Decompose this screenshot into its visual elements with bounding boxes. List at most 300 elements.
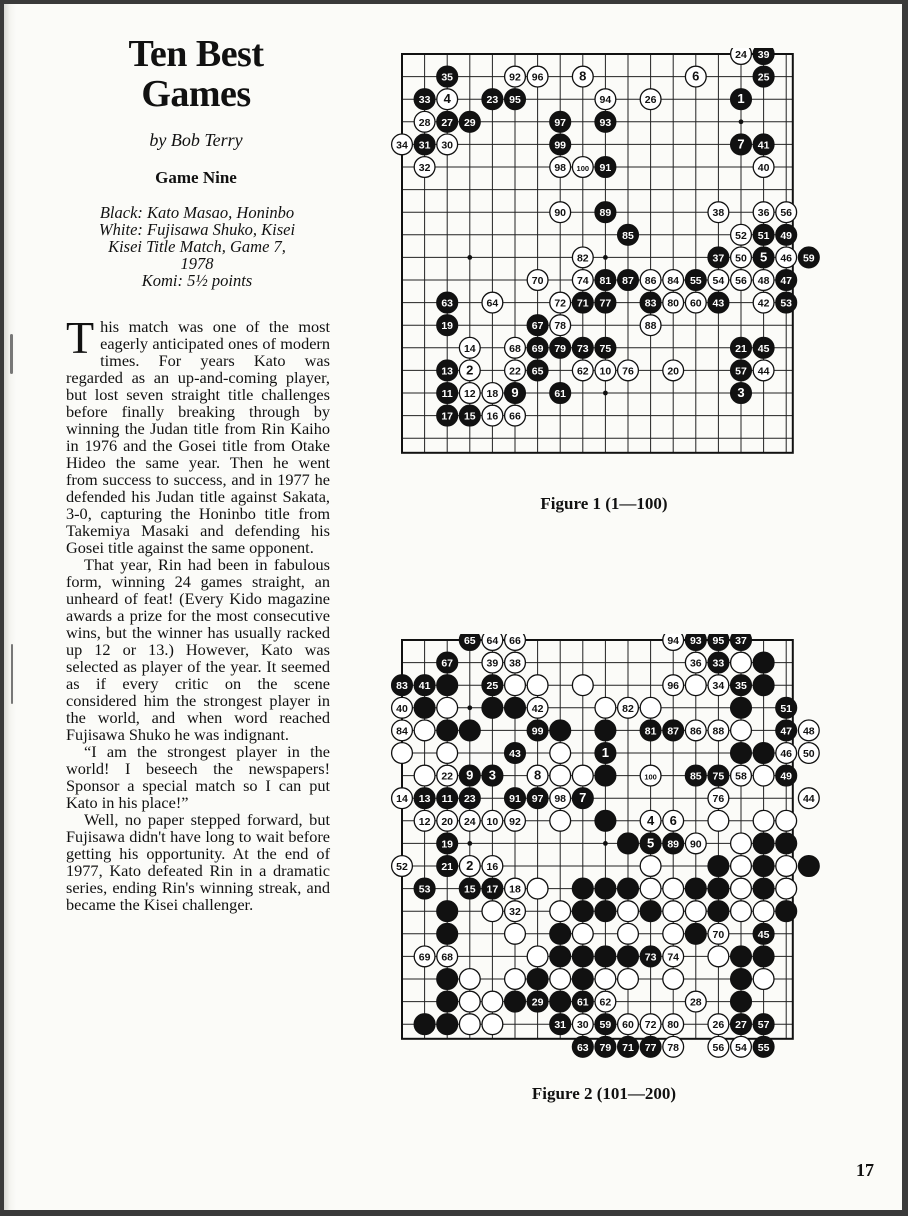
move-number: 3 bbox=[737, 385, 745, 400]
move-number: 69 bbox=[531, 342, 544, 355]
move-number: 96 bbox=[667, 680, 680, 693]
move-number: 39 bbox=[757, 49, 770, 61]
white-stone bbox=[640, 270, 661, 291]
move-number: 32 bbox=[418, 162, 431, 174]
black-stone bbox=[550, 337, 571, 358]
black-stone bbox=[414, 89, 435, 110]
black-stone bbox=[505, 991, 526, 1012]
figure-1-caption: Figure 1 (1—100) bbox=[540, 494, 668, 513]
move-number: 66 bbox=[509, 410, 521, 423]
move-number: 78 bbox=[667, 1041, 680, 1054]
move-number: 12 bbox=[463, 388, 476, 400]
black-stone bbox=[595, 111, 616, 132]
white-stone bbox=[731, 765, 752, 786]
move-number: 78 bbox=[554, 320, 567, 333]
move-number: 94 bbox=[599, 94, 612, 107]
move-number: 71 bbox=[576, 297, 589, 310]
move-number: 54 bbox=[735, 1041, 747, 1054]
move-number: 50 bbox=[735, 252, 747, 265]
black-stone bbox=[550, 720, 571, 741]
figure-2-caption: Figure 2 (101—200) bbox=[531, 1084, 677, 1103]
white-stone bbox=[731, 224, 752, 245]
move-number: 15 bbox=[463, 883, 476, 896]
move-number: 34 bbox=[712, 680, 725, 693]
move-number: 85 bbox=[622, 229, 634, 242]
black-stone bbox=[731, 383, 752, 404]
white-stone bbox=[753, 157, 774, 178]
move-number: 52 bbox=[396, 861, 408, 873]
move-number: 57 bbox=[757, 1019, 770, 1032]
move-number: 95 bbox=[712, 635, 725, 647]
white-stone bbox=[708, 675, 729, 696]
body-paragraph: This match was one of the most eagerly anticipated ones of modern times. For years Kato was regarded as an up-and-coming player, but lost seven straight title challenges before finally breaking through by winning the Judan title from Rin Kaiho in 1976 and the Gosei title from Otake Hideo the same year. Then he went from success to success, and in 1977 he defended his Judan title against Sakata, 3-0, capturing the Honinbo title from Takemiya Masaki and defending his Gosei title against the same opponent. bbox=[66, 312, 330, 557]
white-stone bbox=[776, 856, 797, 877]
move-number: 18 bbox=[486, 388, 499, 400]
move-number: 57 bbox=[735, 365, 747, 378]
black-stone bbox=[731, 1014, 752, 1035]
move-number: 5 bbox=[646, 835, 655, 851]
white-stone bbox=[482, 856, 503, 877]
black-stone bbox=[685, 765, 706, 786]
black-stone bbox=[731, 675, 752, 696]
white-stone bbox=[550, 788, 571, 809]
black-stone bbox=[753, 134, 774, 155]
move-number: 86 bbox=[689, 725, 702, 738]
black-stone bbox=[753, 247, 774, 268]
white-stone bbox=[618, 901, 639, 922]
move-number: 89 bbox=[667, 838, 680, 851]
move-number: 73 bbox=[576, 342, 589, 355]
move-number: 30 bbox=[441, 139, 454, 152]
black-stone bbox=[572, 337, 593, 358]
black-stone bbox=[708, 878, 729, 899]
white-stone bbox=[505, 634, 526, 650]
move-number: 16 bbox=[486, 861, 499, 873]
black-stone bbox=[753, 337, 774, 358]
black-stone bbox=[572, 969, 593, 990]
move-number: 9 bbox=[466, 767, 474, 783]
white-stone bbox=[550, 901, 571, 922]
white-stone bbox=[776, 878, 797, 899]
move-number: 26 bbox=[644, 94, 657, 107]
black-stone bbox=[595, 202, 616, 223]
white-stone bbox=[527, 946, 548, 967]
black-stone bbox=[437, 923, 458, 944]
page-number: 17 bbox=[856, 1160, 874, 1180]
move-number: 10 bbox=[486, 815, 499, 828]
black-stone bbox=[505, 743, 526, 764]
move-number: 39 bbox=[486, 657, 499, 670]
move-number: 54 bbox=[712, 275, 725, 287]
white-stone bbox=[731, 901, 752, 922]
white-stone bbox=[459, 1014, 480, 1035]
move-number: 50 bbox=[802, 748, 815, 760]
white-stone bbox=[527, 66, 548, 87]
body-paragraph: That year, Rin had been in fabulous form, winning 24 games straight, an unheard of feat! (Every Kido magazine awards a prize for the most consecutive wins, but the winner has usually racked up 12 or 13.) However, Kato was selected as player of the year. It seemed as if every critic on the scene considered him the strongest player in the world, and when word reached Fujisawa Shuko he was indignant. bbox=[66, 555, 330, 744]
white-stone bbox=[550, 315, 571, 336]
game-info bbox=[72, 204, 322, 289]
move-number: 82 bbox=[576, 252, 589, 265]
move-number: 13 bbox=[418, 793, 431, 806]
black-stone bbox=[595, 946, 616, 967]
move-number: 52 bbox=[735, 229, 747, 242]
move-number: 42 bbox=[757, 297, 770, 310]
black-stone bbox=[595, 765, 616, 786]
black-stone bbox=[595, 878, 616, 899]
black-stone bbox=[753, 675, 774, 696]
white-stone bbox=[618, 697, 639, 718]
white-stone bbox=[505, 360, 526, 381]
white-stone bbox=[753, 292, 774, 313]
white-stone bbox=[640, 856, 661, 877]
white-stone bbox=[459, 337, 480, 358]
move-number: 96 bbox=[531, 71, 544, 84]
black-stone bbox=[595, 157, 616, 178]
white-stone bbox=[505, 337, 526, 358]
black-stone bbox=[776, 720, 797, 741]
white-stone bbox=[572, 247, 593, 268]
white-stone bbox=[550, 743, 571, 764]
move-number: 100 bbox=[576, 164, 590, 173]
black-stone bbox=[640, 720, 661, 741]
black-stone bbox=[527, 337, 548, 358]
white-stone bbox=[663, 969, 684, 990]
white-stone bbox=[459, 810, 480, 831]
black-stone bbox=[459, 111, 480, 132]
move-number: 73 bbox=[644, 951, 657, 964]
move-number: 64 bbox=[486, 635, 499, 647]
white-stone bbox=[640, 315, 661, 336]
white-stone bbox=[572, 360, 593, 381]
white-stone bbox=[708, 788, 729, 809]
black-stone bbox=[640, 1036, 661, 1057]
white-stone bbox=[753, 765, 774, 786]
white-stone bbox=[572, 1014, 593, 1035]
black-stone bbox=[392, 675, 413, 696]
white-stone bbox=[640, 1014, 661, 1035]
black-stone bbox=[527, 360, 548, 381]
black-stone bbox=[708, 856, 729, 877]
move-number: 70 bbox=[531, 275, 544, 287]
move-number: 17 bbox=[441, 410, 454, 423]
black-stone bbox=[776, 901, 797, 922]
black-stone bbox=[437, 901, 458, 922]
white-stone bbox=[753, 360, 774, 381]
game-info-black: Black: Kato Masao, Honinbo bbox=[99, 203, 295, 222]
white-stone bbox=[550, 810, 571, 831]
move-number: 76 bbox=[622, 365, 634, 378]
move-number: 87 bbox=[667, 725, 680, 738]
move-number: 19 bbox=[441, 320, 454, 333]
move-number: 30 bbox=[576, 1019, 589, 1032]
white-stone bbox=[753, 270, 774, 291]
move-number: 55 bbox=[689, 275, 702, 287]
move-number: 31 bbox=[554, 1019, 567, 1032]
move-number: 59 bbox=[802, 252, 815, 265]
black-stone bbox=[459, 405, 480, 426]
white-stone bbox=[505, 652, 526, 673]
black-stone bbox=[618, 878, 639, 899]
article-title: Ten Best Games bbox=[128, 33, 264, 115]
move-number: 65 bbox=[531, 365, 544, 378]
black-stone bbox=[685, 270, 706, 291]
black-stone bbox=[482, 765, 503, 786]
game-info-year: 1978 bbox=[180, 254, 214, 273]
move-number: 37 bbox=[712, 252, 725, 265]
move-number: 72 bbox=[554, 297, 567, 310]
move-number: 79 bbox=[599, 1041, 612, 1054]
white-stone bbox=[708, 923, 729, 944]
move-number: 81 bbox=[644, 725, 657, 738]
white-stone bbox=[753, 810, 774, 831]
game-heading: Game Nine bbox=[155, 168, 237, 187]
black-stone bbox=[437, 1014, 458, 1035]
black-stone bbox=[753, 856, 774, 877]
white-stone bbox=[776, 743, 797, 764]
black-stone bbox=[527, 991, 548, 1012]
move-number: 62 bbox=[599, 996, 612, 1009]
black-stone bbox=[414, 788, 435, 809]
move-number: 47 bbox=[780, 275, 793, 287]
black-stone bbox=[572, 946, 593, 967]
white-stone bbox=[731, 720, 752, 741]
move-number: 60 bbox=[622, 1019, 634, 1032]
move-number: 36 bbox=[689, 657, 702, 670]
move-number: 99 bbox=[554, 139, 567, 152]
move-number: 7 bbox=[737, 136, 745, 152]
move-number: 5 bbox=[759, 249, 768, 265]
black-stone bbox=[618, 224, 639, 245]
white-stone bbox=[414, 157, 435, 178]
move-number: 88 bbox=[644, 320, 657, 333]
move-number: 79 bbox=[554, 342, 567, 355]
body-paragraph: “I am the strongest player in the world! I beseech the newspapers! Sponsor a special match so I can put Kato in his place!” bbox=[66, 742, 330, 812]
move-number: 15 bbox=[463, 410, 476, 423]
black-stone bbox=[685, 923, 706, 944]
white-stone bbox=[663, 878, 684, 899]
black-stone bbox=[550, 1014, 571, 1035]
move-number: 1 bbox=[601, 745, 610, 760]
white-stone bbox=[482, 1014, 503, 1035]
white-stone bbox=[437, 765, 458, 786]
move-number: 85 bbox=[689, 770, 702, 783]
white-stone bbox=[550, 765, 571, 786]
white-stone bbox=[663, 946, 684, 967]
white-stone bbox=[482, 652, 503, 673]
black-stone bbox=[505, 788, 526, 809]
black-stone bbox=[437, 405, 458, 426]
white-stone bbox=[505, 675, 526, 696]
binding-speck bbox=[11, 644, 13, 704]
white-stone bbox=[482, 810, 503, 831]
move-number: 53 bbox=[780, 297, 793, 310]
move-number: 40 bbox=[396, 702, 408, 715]
white-stone bbox=[685, 652, 706, 673]
move-number: 89 bbox=[599, 207, 612, 220]
move-number: 45 bbox=[757, 342, 770, 355]
move-number: 22 bbox=[441, 770, 454, 783]
move-number: 59 bbox=[599, 1019, 612, 1032]
black-stone bbox=[753, 878, 774, 899]
white-stone bbox=[482, 292, 503, 313]
white-stone bbox=[437, 697, 458, 718]
move-number: 44 bbox=[802, 793, 815, 806]
move-number: 4 bbox=[646, 812, 655, 828]
black-stone bbox=[527, 720, 548, 741]
white-stone bbox=[708, 270, 729, 291]
black-stone bbox=[753, 66, 774, 87]
white-stone bbox=[731, 1036, 752, 1057]
black-stone bbox=[437, 315, 458, 336]
game-info-komi: Komi: 5½ points bbox=[141, 271, 253, 290]
white-stone bbox=[753, 969, 774, 990]
move-number: 88 bbox=[712, 725, 725, 738]
move-number: 80 bbox=[667, 1019, 680, 1032]
black-stone bbox=[414, 675, 435, 696]
black-stone bbox=[550, 383, 571, 404]
black-stone bbox=[731, 969, 752, 990]
move-number: 69 bbox=[418, 951, 431, 964]
white-stone bbox=[459, 991, 480, 1012]
black-stone bbox=[663, 720, 684, 741]
move-number: 46 bbox=[780, 252, 793, 265]
black-stone bbox=[618, 946, 639, 967]
move-number: 13 bbox=[441, 365, 454, 378]
move-number: 18 bbox=[509, 883, 521, 896]
black-stone bbox=[527, 788, 548, 809]
move-number: 20 bbox=[667, 365, 680, 378]
black-stone bbox=[595, 901, 616, 922]
white-stone bbox=[527, 270, 548, 291]
move-number: 67 bbox=[531, 320, 544, 333]
move-number: 6 bbox=[692, 68, 700, 84]
game-info-event: Kisei Title Match, Game 7, bbox=[108, 237, 286, 256]
white-stone bbox=[505, 810, 526, 831]
white-stone bbox=[414, 720, 435, 741]
black-stone bbox=[437, 292, 458, 313]
black-stone bbox=[437, 788, 458, 809]
white-stone bbox=[685, 675, 706, 696]
black-stone bbox=[708, 901, 729, 922]
black-stone bbox=[572, 1036, 593, 1057]
star-point bbox=[739, 119, 744, 124]
white-stone bbox=[731, 48, 752, 64]
move-number: 98 bbox=[554, 162, 567, 174]
move-number: 37 bbox=[735, 635, 747, 647]
move-number: 14 bbox=[463, 342, 476, 355]
white-stone bbox=[663, 270, 684, 291]
move-number: 97 bbox=[531, 793, 544, 806]
black-stone bbox=[550, 134, 571, 155]
white-stone bbox=[708, 1014, 729, 1035]
move-number: 45 bbox=[757, 928, 770, 941]
star-point bbox=[467, 255, 472, 260]
black-stone bbox=[527, 969, 548, 990]
black-stone bbox=[437, 833, 458, 854]
move-number: 82 bbox=[622, 702, 634, 715]
move-number: 27 bbox=[735, 1019, 747, 1032]
white-stone bbox=[640, 810, 661, 831]
black-stone bbox=[776, 292, 797, 313]
black-stone bbox=[731, 991, 752, 1012]
black-stone bbox=[550, 923, 571, 944]
move-number: 86 bbox=[644, 275, 657, 287]
black-stone bbox=[776, 224, 797, 245]
move-number: 29 bbox=[463, 116, 476, 129]
move-number: 36 bbox=[757, 207, 770, 220]
star-point bbox=[603, 841, 608, 846]
move-number: 42 bbox=[531, 702, 544, 715]
move-number: 27 bbox=[441, 116, 454, 129]
white-stone bbox=[595, 89, 616, 110]
move-number: 83 bbox=[644, 297, 657, 310]
black-stone bbox=[731, 743, 752, 764]
white-stone bbox=[731, 833, 752, 854]
move-number: 98 bbox=[554, 793, 567, 806]
black-stone bbox=[776, 270, 797, 291]
black-stone bbox=[640, 901, 661, 922]
move-number: 90 bbox=[554, 207, 567, 220]
move-number: 49 bbox=[780, 770, 793, 783]
move-number: 7 bbox=[579, 790, 587, 806]
move-number: 29 bbox=[531, 996, 544, 1009]
move-number: 28 bbox=[689, 996, 702, 1009]
black-stone bbox=[753, 1014, 774, 1035]
move-number: 38 bbox=[712, 207, 725, 220]
white-stone bbox=[550, 157, 571, 178]
move-number: 1 bbox=[737, 91, 745, 107]
black-stone bbox=[437, 675, 458, 696]
move-number: 8 bbox=[533, 767, 542, 783]
move-number: 97 bbox=[554, 116, 567, 129]
black-stone bbox=[437, 652, 458, 673]
white-stone bbox=[731, 247, 752, 268]
white-stone bbox=[505, 969, 526, 990]
black-stone bbox=[437, 991, 458, 1012]
move-number: 56 bbox=[780, 207, 793, 220]
white-stone bbox=[437, 810, 458, 831]
move-number: 14 bbox=[396, 793, 408, 806]
move-number: 60 bbox=[689, 297, 702, 310]
move-number: 49 bbox=[780, 229, 793, 242]
move-number: 100 bbox=[644, 772, 657, 782]
black-stone bbox=[459, 720, 480, 741]
white-stone bbox=[708, 946, 729, 967]
move-number: 16 bbox=[486, 410, 499, 423]
black-stone bbox=[482, 89, 503, 110]
move-number: 19 bbox=[441, 838, 454, 851]
black-stone bbox=[482, 878, 503, 899]
move-number: 20 bbox=[441, 815, 454, 828]
move-number: 22 bbox=[509, 365, 521, 378]
white-stone bbox=[640, 697, 661, 718]
black-stone bbox=[640, 833, 661, 854]
white-stone bbox=[685, 991, 706, 1012]
move-number: 31 bbox=[418, 139, 431, 152]
white-stone bbox=[482, 383, 503, 404]
move-number: 43 bbox=[712, 297, 725, 310]
black-stone bbox=[595, 1036, 616, 1057]
go-board-figure-2 bbox=[384, 634, 834, 1064]
move-number: 2 bbox=[466, 362, 474, 378]
white-stone bbox=[527, 675, 548, 696]
move-number: 26 bbox=[712, 1019, 725, 1032]
white-stone bbox=[527, 765, 548, 786]
move-number: 90 bbox=[689, 838, 702, 851]
move-number: 91 bbox=[599, 162, 612, 174]
magazine-page bbox=[4, 4, 902, 1210]
move-number: 62 bbox=[576, 365, 589, 378]
